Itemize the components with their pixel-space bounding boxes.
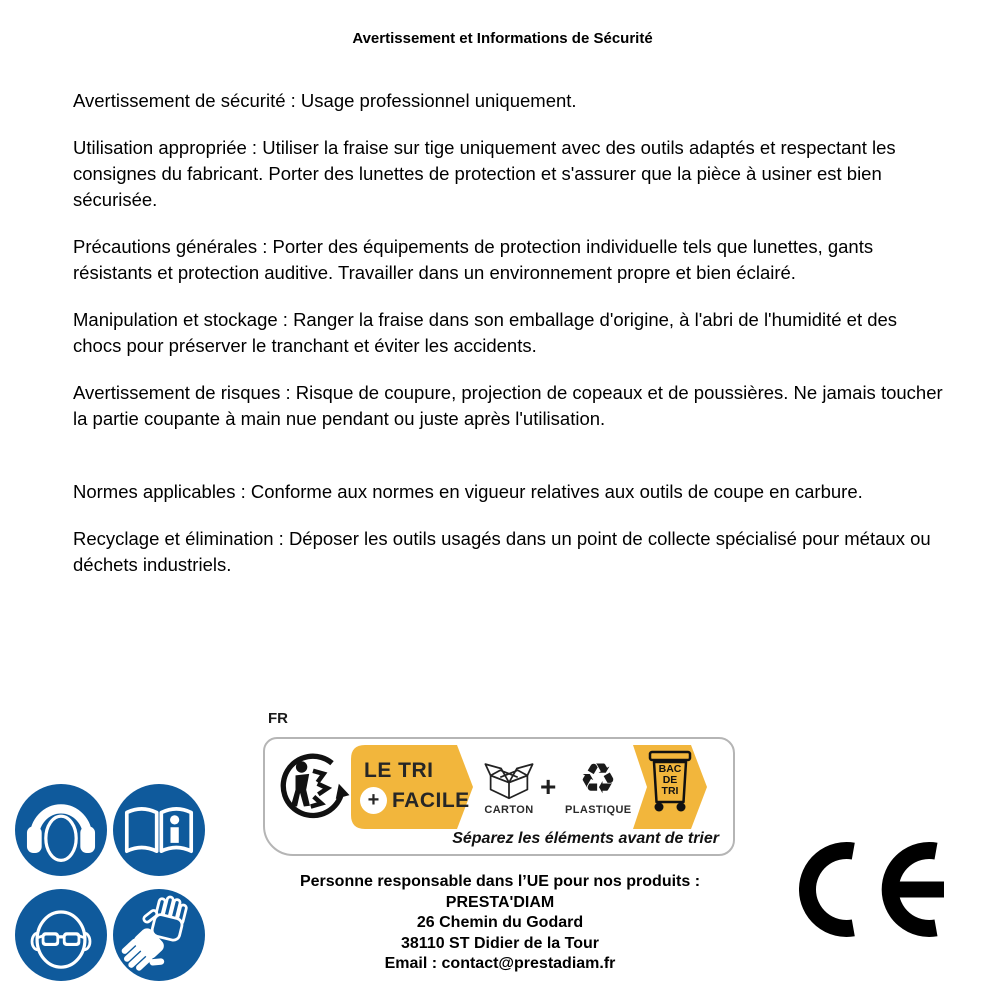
safety-paragraph: Normes applicables : Conforme aux normes en vigueur relatives aux outils de coupe en carbure. bbox=[73, 481, 863, 502]
infotri-label bbox=[263, 737, 735, 856]
plastic-recycling-icon: ♻ bbox=[579, 754, 617, 803]
safety-paragraph: Manipulation et stockage : Ranger la fraise dans son emballage d'origine, à l'abri de l'humidité et des chocs pour préserver le tranchant et éviter les accidents. bbox=[73, 309, 898, 356]
bin-text-line: BAC bbox=[658, 763, 682, 775]
bin-text-line: TRI bbox=[661, 785, 679, 797]
carton-label: CARTON bbox=[484, 804, 534, 816]
address-city: 38110 ST Didier de la Tour bbox=[401, 934, 599, 952]
read-instruction-manual-icon bbox=[113, 784, 205, 876]
contact-email: Email : contact@prestadiam.fr bbox=[384, 955, 616, 972]
address-street: 26 Chemin du Godard bbox=[416, 914, 584, 931]
bin-text bbox=[648, 764, 692, 797]
safety-paragraph: Utilisation appropriée : Utiliser la fraise sur tige uniquement avec des outils adaptés et respectant les consignes du fabricant. Porter des lunettes de protection et s'assurer que la pièce à usiner est bien sécurisée. bbox=[73, 137, 896, 210]
eu-responsible-block bbox=[238, 872, 762, 975]
safety-paragraph: Avertissement de sécurité : Usage professionnel uniquement. bbox=[73, 90, 577, 111]
triman-icon bbox=[275, 745, 351, 827]
plastique-label: PLASTIQUE bbox=[565, 804, 632, 816]
page-title: Avertissement et Informations de Sécurité bbox=[352, 30, 653, 47]
company-name: PRESTA'DIAM bbox=[445, 893, 555, 911]
country-code-label: FR bbox=[268, 710, 288, 727]
safety-paragraph: Précautions générales : Porter des équipements de protection individuelle tels que lunettes, gants résistants et protection auditive. Travailler dans un environnement propre et bien éclairé. bbox=[73, 236, 874, 283]
wear-protective-gloves-icon bbox=[113, 889, 205, 981]
infotri-banner bbox=[351, 745, 707, 829]
material-carton bbox=[475, 756, 543, 816]
safety-pictograms bbox=[15, 784, 205, 981]
plus-separator: + bbox=[540, 771, 557, 802]
infotri-headline-line2: FACILE bbox=[392, 789, 470, 812]
responsible-intro: Personne responsable dans l’UE pour nos produits : bbox=[299, 873, 701, 890]
infotri-tagline: Séparez les éléments avant de trier bbox=[452, 830, 719, 847]
infotri-headline-line1: LE TRI bbox=[364, 759, 434, 782]
wear-ear-protection-icon bbox=[15, 784, 107, 876]
plus-circle-icon: + bbox=[360, 787, 387, 814]
wear-eye-protection-icon bbox=[15, 889, 107, 981]
safety-paragraph: Recyclage et élimination : Déposer les outils usagés dans un point de collecte spécialisé pour métaux ou déchets industriels. bbox=[73, 528, 931, 575]
bin-text-line: DE bbox=[662, 774, 678, 786]
safety-text-block bbox=[73, 88, 947, 578]
carton-box-icon bbox=[481, 756, 537, 802]
ce-mark-icon bbox=[799, 841, 979, 938]
sorting-bin bbox=[648, 749, 692, 825]
material-plastique bbox=[565, 756, 631, 816]
safety-paragraph: Avertissement de risques : Risque de coupure, projection de copeaux et de poussières. Ne jamais toucher la partie coupante à main nue pendant ou juste après l'utilisation. bbox=[73, 382, 943, 429]
